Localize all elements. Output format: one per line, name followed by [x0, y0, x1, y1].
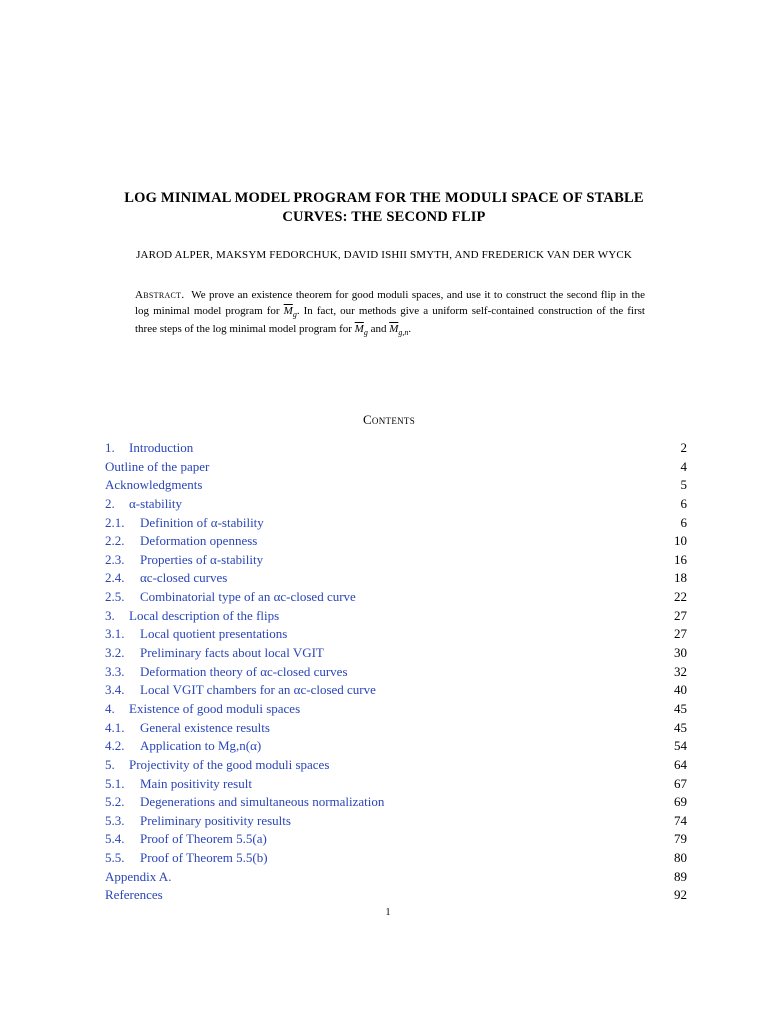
toc-entry[interactable]: [105, 793, 687, 812]
toc-entry-link[interactable]: Acknowledgments: [105, 477, 203, 493]
toc-entry-number: 2.3.: [105, 551, 125, 567]
math-subscript: g: [363, 328, 368, 338]
toc-entry[interactable]: [105, 681, 687, 700]
toc-entry-link[interactable]: Outline of the paper: [105, 458, 210, 474]
toc-entry-number: 4.2.: [105, 738, 125, 754]
toc-entry-page: 22: [674, 589, 687, 605]
toc-entry-page: 27: [674, 607, 687, 623]
toc-entry-number: 5.: [105, 756, 115, 772]
toc-entry[interactable]: [105, 663, 687, 682]
toc-entry-number: 5.1.: [105, 775, 125, 791]
toc-entry[interactable]: [105, 812, 687, 831]
toc-entry-link[interactable]: Deformation openness: [140, 533, 258, 549]
toc-entry[interactable]: [105, 644, 687, 663]
toc-entry-page: 32: [674, 663, 687, 679]
toc-entry[interactable]: [105, 737, 687, 756]
toc-entry-page: 27: [674, 626, 687, 642]
toc-entry-link[interactable]: Main positivity result: [140, 775, 252, 791]
toc-entry-page: 6: [680, 514, 687, 530]
toc-entry-number: 5.2.: [105, 794, 125, 810]
math-mgn-bar: $\overline{M}$: [389, 323, 399, 336]
toc-entry-page: 64: [674, 756, 687, 772]
toc-entry[interactable]: [105, 495, 687, 514]
toc-entry-link[interactable]: Projectivity of the good moduli spaces: [129, 756, 330, 772]
toc-entry-number: 3.: [105, 607, 115, 623]
toc-entry-page: 67: [674, 775, 687, 791]
toc-entry[interactable]: [105, 775, 687, 794]
toc-entry[interactable]: [105, 588, 687, 607]
toc-entry-link[interactable]: Combinatorial type of an αc-closed curve: [140, 589, 356, 605]
toc-entry-page: 2: [680, 440, 687, 455]
abstract-text-2: . In fact, our methods give a uniform self-contained construction of the first three steps of the log minimal model program for: [135, 304, 645, 336]
toc-entry-page: 18: [674, 570, 687, 586]
page-number: 1: [385, 907, 391, 918]
toc-entry-number: 4.1.: [105, 719, 125, 735]
toc-entry-link[interactable]: References: [105, 887, 163, 903]
toc-entry-link[interactable]: Degenerations and simultaneous normalization: [140, 794, 385, 810]
toc-entry-number: 2.2.: [105, 533, 125, 549]
toc-entry-link[interactable]: Preliminary facts about local VGIT: [140, 645, 324, 661]
toc-entry-page: 69: [674, 794, 687, 810]
toc-entry-page: 89: [674, 868, 687, 884]
toc-entry-number: 2.: [105, 495, 115, 511]
toc-entry-link[interactable]: Appendix A.: [105, 868, 172, 884]
toc-entry-number: 5.3.: [105, 812, 125, 828]
table-of-contents: [105, 439, 687, 905]
toc-entry[interactable]: [105, 719, 687, 738]
toc-entry-number: 4.: [105, 700, 115, 716]
toc-entry[interactable]: [105, 830, 687, 849]
toc-entry-link[interactable]: Deformation theory of αc-closed curves: [140, 663, 348, 679]
toc-entry-link[interactable]: Proof of Theorem 5.5(a): [140, 831, 267, 847]
toc-entry-link[interactable]: Local VGIT chambers for an αc-closed curve: [140, 682, 376, 698]
toc-entry-link[interactable]: Preliminary positivity results: [140, 812, 291, 828]
toc-entry[interactable]: [105, 607, 687, 626]
toc-entry-page: 92: [674, 887, 687, 903]
toc-entry[interactable]: [105, 569, 687, 588]
toc-entry-page: 30: [674, 645, 687, 661]
toc-entry[interactable]: [105, 514, 687, 533]
toc-entry-link[interactable]: General existence results: [140, 719, 270, 735]
toc-entry[interactable]: [105, 700, 687, 719]
toc-entry[interactable]: [105, 532, 687, 551]
toc-entry-link[interactable]: α-stability: [129, 495, 183, 511]
toc-entry-number: 2.4.: [105, 570, 125, 586]
toc-entry-page: 74: [674, 812, 687, 828]
paper-title: [0, 189, 768, 227]
toc-entry-page: 80: [674, 850, 687, 866]
toc-entry-number: 3.3.: [105, 663, 125, 679]
toc-entry[interactable]: [105, 458, 687, 477]
toc-entry-link[interactable]: Application to Mg,n(α): [140, 738, 262, 754]
toc-entry[interactable]: [105, 551, 687, 570]
toc-entry[interactable]: [105, 476, 687, 495]
toc-entry-link[interactable]: Existence of good moduli spaces: [129, 700, 301, 716]
toc-entry[interactable]: [105, 886, 687, 905]
toc-entry-number: 5.5.: [105, 850, 125, 866]
toc-entry-link[interactable]: αc-closed curves: [140, 570, 228, 586]
toc-entry-number: 2.1.: [105, 514, 125, 530]
toc-entry-page: 6: [680, 495, 687, 511]
abstract-text-1: We prove an existence theorem for good moduli spaces, and use it to construct the second flip in the log minimal model program for: [135, 289, 645, 317]
toc-entry-number: 1.: [105, 440, 115, 455]
abstract: [135, 288, 645, 341]
math-subscript: g: [292, 309, 297, 319]
toc-entry-link[interactable]: Local quotient presentations: [140, 626, 288, 642]
toc-entry-number: 5.4.: [105, 831, 125, 847]
toc-entry[interactable]: [105, 756, 687, 775]
author-list: JAROD ALPER, MAKSYM FEDORCHUK, DAVID ISHII SMYTH, AND FREDERICK VAN DER WYCK: [136, 249, 632, 261]
toc-entry-link[interactable]: Proof of Theorem 5.5(b): [140, 850, 268, 866]
toc-entry[interactable]: [105, 625, 687, 644]
toc-entry-page: 79: [674, 831, 687, 847]
toc-entry-page: 45: [674, 700, 687, 716]
toc-entry-page: 16: [674, 551, 687, 567]
toc-entry-page: 54: [674, 738, 687, 754]
toc-entry-page: 4: [680, 458, 687, 474]
contents-heading: Contents: [362, 412, 416, 427]
toc-entry[interactable]: [105, 868, 687, 887]
toc-entry-page: 45: [674, 719, 687, 735]
abstract-text-4: .: [408, 323, 412, 336]
toc-entry-link[interactable]: Properties of α-stability: [140, 551, 264, 567]
title-line-1: LOG MINIMAL MODEL PROGRAM FOR THE MODULI SPACE OF STABLE: [124, 190, 644, 206]
toc-entry-number: 3.4.: [105, 682, 125, 698]
toc-entry-link[interactable]: Definition of α-stability: [140, 514, 264, 530]
toc-entry-page: 10: [674, 533, 687, 549]
math-mg-bar: $\overline{M}$: [354, 323, 364, 336]
toc-entry-link[interactable]: Introduction: [129, 440, 194, 455]
abstract-text-3: and: [367, 323, 390, 336]
math-mg-bar: $\overline{M}$: [283, 304, 293, 317]
toc-entry[interactable]: [105, 439, 687, 458]
toc-entry-page: 5: [680, 477, 687, 493]
title-line-2: CURVES: THE SECOND FLIP: [282, 209, 486, 225]
toc-entry-number: 3.1.: [105, 626, 125, 642]
toc-entry-number: 2.5.: [105, 589, 125, 605]
toc-entry-link[interactable]: Local description of the flips: [129, 607, 280, 623]
toc-entry[interactable]: [105, 849, 687, 868]
abstract-heading: Abstract.: [135, 289, 185, 301]
toc-entry-page: 40: [674, 682, 687, 698]
toc-entry-number: 3.2.: [105, 645, 125, 661]
math-subscript: g,n: [398, 328, 409, 338]
